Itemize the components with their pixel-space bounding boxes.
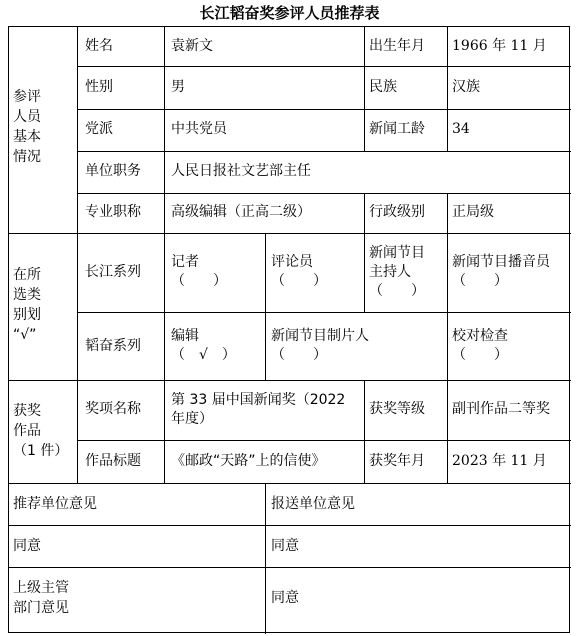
superior-dept-label: 上级主管 部门意见 <box>13 580 69 616</box>
option-announcer[interactable]: 新闻节目播音员 （ ） <box>452 254 550 289</box>
work-title-value: 《邮政“天路”上的信使》 <box>171 453 326 469</box>
option-host[interactable]: 新闻节目 主持人 （ ） <box>369 245 425 299</box>
unit-label: 单位职务 <box>85 163 141 179</box>
party-label: 党派 <box>85 121 113 137</box>
award-date-value: 2023 年 11 月 <box>452 453 547 469</box>
award-level-value: 副刊作品二等奖 <box>452 401 550 417</box>
award-date-label: 获奖年月 <box>369 453 425 469</box>
category-section-label: 在所 选类 别划 “√” <box>13 267 41 343</box>
ethnicity-label: 民族 <box>369 79 397 95</box>
gender-value: 男 <box>171 79 185 95</box>
changjiang-label: 长江系列 <box>85 264 141 280</box>
award-name-label: 奖项名称 <box>85 401 141 417</box>
years-label: 新闻工龄 <box>369 121 425 137</box>
option-proofreader[interactable]: 校对检查 （ ） <box>452 328 508 363</box>
recommend-unit-opinion: 同意 <box>13 538 41 554</box>
birth-value: 1966 年 11 月 <box>452 38 547 54</box>
superior-dept-opinion: 同意 <box>271 590 299 606</box>
title-label: 专业职称 <box>85 204 141 220</box>
title-value: 高级编辑（正高二级） <box>171 204 311 220</box>
unit-value: 人民日报社文艺部主任 <box>171 163 311 179</box>
award-section-label: 获奖 作品 （1 件） <box>13 403 69 459</box>
name-label: 姓名 <box>85 38 113 54</box>
submit-unit-opinion: 同意 <box>271 538 299 554</box>
option-reporter[interactable]: 记者 （ ） <box>171 254 227 289</box>
award-level-label: 获奖等级 <box>369 401 425 417</box>
name-value: 袁新文 <box>171 38 213 54</box>
taofen-label: 韬奋系列 <box>85 338 141 354</box>
years-value: 34 <box>452 121 470 137</box>
ethnicity-value: 汉族 <box>452 79 480 95</box>
party-value: 中共党员 <box>171 121 227 137</box>
submit-unit-label: 报送单位意见 <box>271 496 355 512</box>
birth-label: 出生年月 <box>369 38 425 54</box>
option-editor[interactable]: 编辑 （ √ ） <box>171 328 236 363</box>
admin-label: 行政级别 <box>369 204 425 220</box>
option-producer[interactable]: 新闻节目制片人 （ ） <box>271 328 369 363</box>
form-title: 长江韬奋奖参评人员推荐表 <box>199 4 380 22</box>
award-name-value: 第 33 届中国新闻奖（2022 年度） <box>171 392 346 427</box>
recommend-unit-label: 推荐单位意见 <box>13 496 97 512</box>
work-title-label: 作品标题 <box>85 453 141 469</box>
option-commentator[interactable]: 评论员 （ ） <box>271 254 327 289</box>
gender-label: 性别 <box>85 79 113 95</box>
admin-value: 正局级 <box>452 204 494 220</box>
recommendation-form <box>8 26 570 633</box>
person-section-label: 参评 人员 基本 情况 <box>13 89 41 165</box>
